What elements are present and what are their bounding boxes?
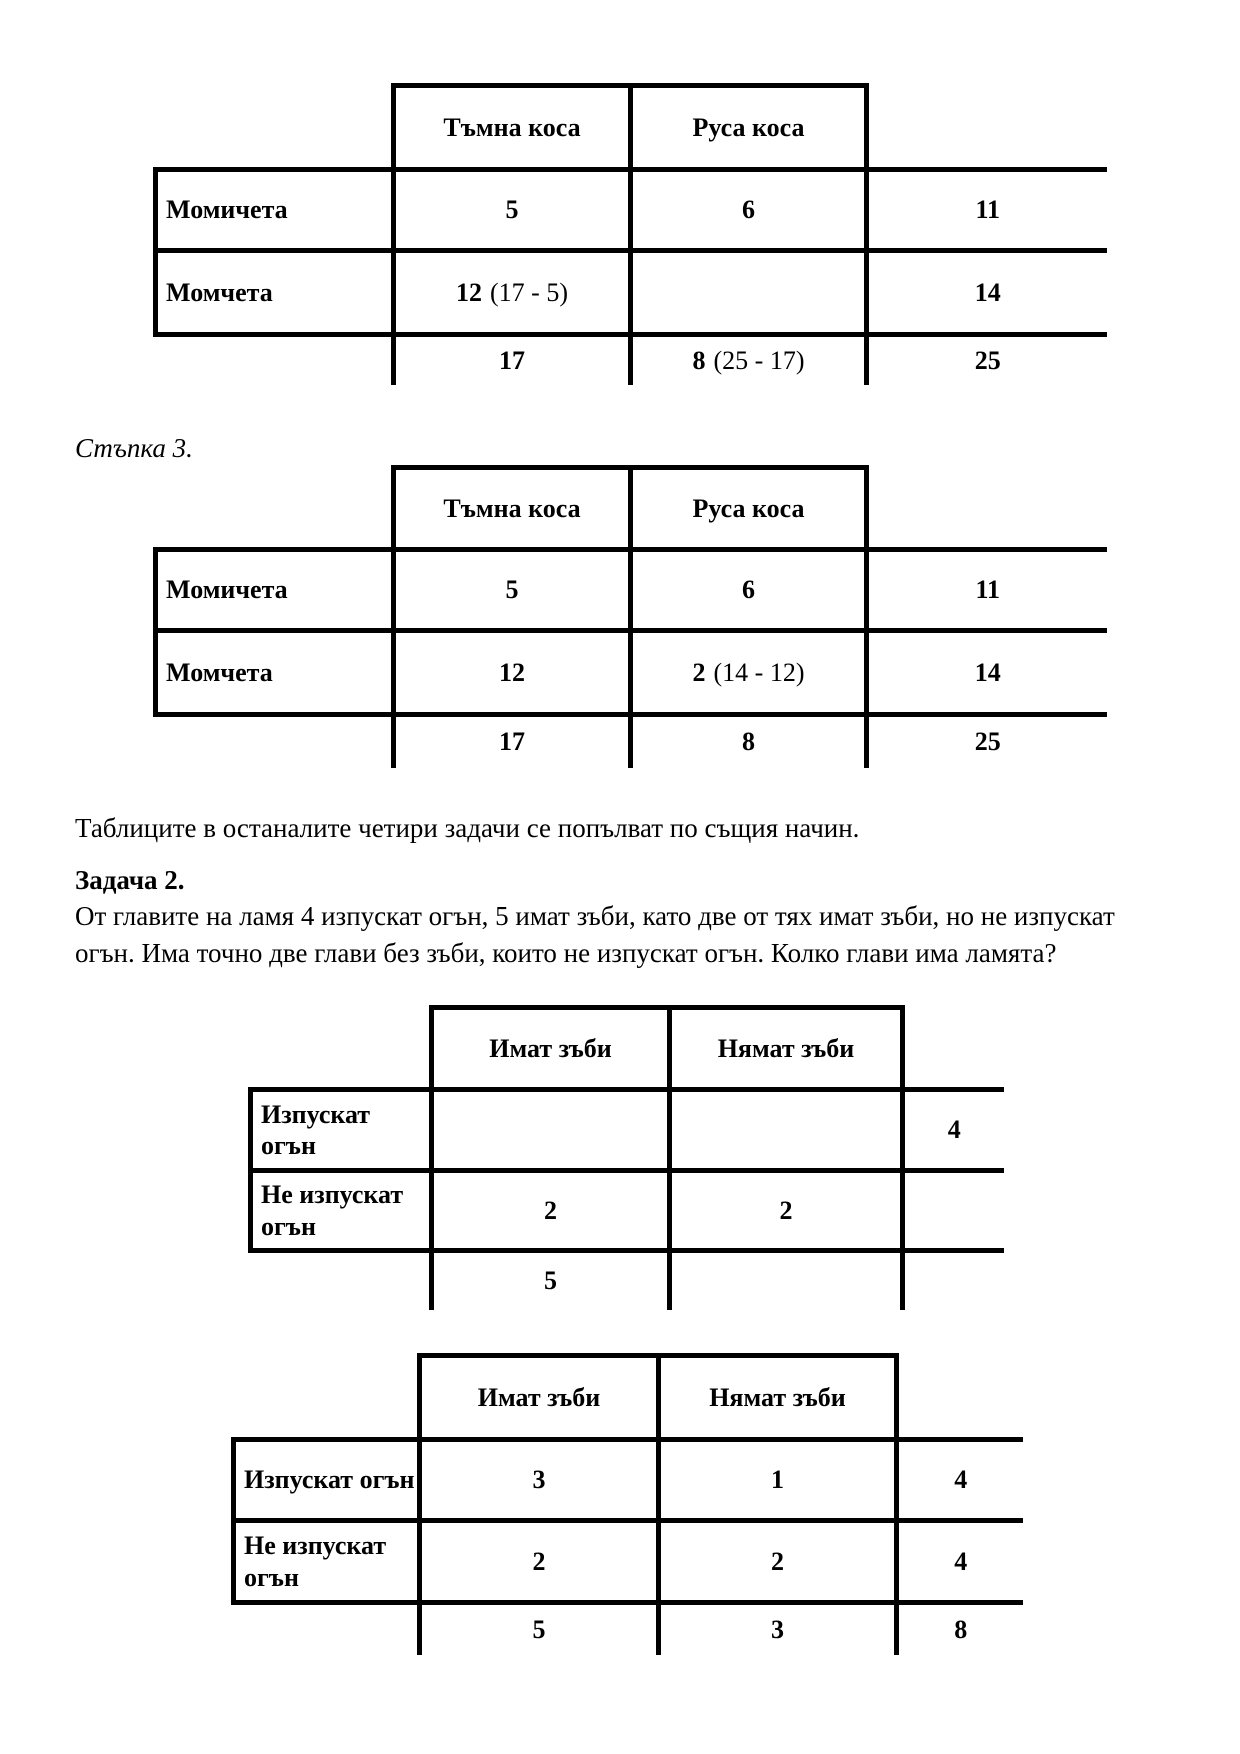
row-label-boys: Момчета xyxy=(156,251,394,335)
cell-nofire-total: 4 xyxy=(897,1521,1023,1603)
row-label-no-fire: Не изпускат огън xyxy=(234,1521,420,1603)
totals-row xyxy=(156,715,1107,768)
cell-girls-total: 11 xyxy=(867,550,1107,631)
cell-grand-total: 8 xyxy=(954,1614,968,1644)
cell-grand-total xyxy=(903,1251,1004,1310)
row-label-girls: Момичета xyxy=(156,550,394,631)
cell-total-blond: 8 (25 - 17) xyxy=(631,335,867,385)
row-label-breathe-fire: Изпускат огън xyxy=(234,1440,420,1521)
row-label-boys: Момчета xyxy=(156,631,394,715)
table-row xyxy=(156,170,1107,251)
cell-nofire-total xyxy=(903,1171,1004,1251)
cell-fire-total: 4 xyxy=(903,1090,1004,1171)
col-header-no-teeth: Нямат зъби xyxy=(659,1356,897,1440)
task2-body-line: От главите на ламя 4 изпускат огън, 5 имат зъби, като две от тях имат зъби, но не изпускат xyxy=(75,901,1115,931)
cell-fire-total: 4 xyxy=(897,1440,1023,1521)
corner-blank xyxy=(867,468,1107,550)
table-row xyxy=(251,1090,1004,1171)
cell-girls-blond: 6 xyxy=(631,550,867,631)
cell-nofire-noteeth: 2 xyxy=(659,1521,897,1603)
cell-grand-total: 25 xyxy=(974,345,1001,375)
header-row xyxy=(156,86,1107,170)
cell-fire-teeth: 3 xyxy=(420,1440,659,1521)
totals-row xyxy=(234,1603,1023,1655)
cell-total-noteeth xyxy=(670,1251,903,1310)
table-row xyxy=(234,1440,1023,1521)
corner-blank xyxy=(234,1356,420,1440)
note-paragraph: Таблиците в останалите четири задачи се попълват по същия начин. xyxy=(75,813,860,843)
col-header-dark-hair: Тъмна коса xyxy=(394,86,631,170)
cell-total-teeth: 5 xyxy=(420,1603,659,1655)
col-header-blond-hair: Руса коса xyxy=(631,86,867,170)
cell-total-dark: 17 xyxy=(394,335,631,385)
corner-blank xyxy=(234,1603,420,1655)
row-label-breathe-fire: Изпускат огън xyxy=(251,1090,432,1171)
cell-girls-dark: 5 xyxy=(394,170,631,251)
col-header-dark-hair: Тъмна коса xyxy=(394,468,631,550)
cell-boys-dark: 12 (17 - 5) xyxy=(394,251,631,335)
corner-blank xyxy=(156,468,394,550)
cell-boys-blond: 2 (14 - 12) xyxy=(631,631,867,715)
totals-row xyxy=(251,1251,1004,1310)
cell-nofire-teeth: 2 xyxy=(432,1171,670,1251)
task2-body-line: огън. Има точно две глави без зъби, които не изпускат огън. Колко глави има ламята? xyxy=(75,938,1057,968)
table-row xyxy=(156,251,1107,335)
cell-total-teeth: 5 xyxy=(432,1251,670,1310)
cell-total-dark: 17 xyxy=(394,715,631,768)
corner-blank xyxy=(156,335,394,385)
cell-girls-total: 11 xyxy=(867,170,1107,251)
cell-fire-noteeth xyxy=(670,1090,903,1171)
cell-total-blond: 8 xyxy=(631,715,867,768)
cell-girls-dark: 5 xyxy=(394,550,631,631)
col-header-has-teeth: Имат зъби xyxy=(420,1356,659,1440)
col-header-has-teeth: Имат зъби xyxy=(432,1008,670,1090)
table-row xyxy=(234,1521,1023,1603)
table-row xyxy=(251,1171,1004,1251)
row-label-no-fire: Не изпускат огън xyxy=(251,1171,432,1251)
hair-table-step2 xyxy=(153,83,1107,385)
cell-nofire-teeth: 2 xyxy=(420,1521,659,1603)
table-row xyxy=(156,550,1107,631)
task2-heading: Задача 2. xyxy=(75,865,185,895)
col-header-blond-hair: Руса коса xyxy=(631,468,867,550)
cell-boys-dark: 12 xyxy=(394,631,631,715)
cell-girls-blond: 6 xyxy=(631,170,867,251)
totals-row xyxy=(156,335,1107,385)
corner-blank xyxy=(867,86,1107,170)
step-label: Стъпка 3. xyxy=(75,433,193,463)
corner-blank xyxy=(897,1356,1023,1440)
row-label-girls: Момичета xyxy=(156,170,394,251)
corner-blank xyxy=(251,1008,432,1090)
cell-boys-total: 14 xyxy=(867,251,1107,335)
cell-fire-noteeth: 1 xyxy=(659,1440,897,1521)
cell-nofire-noteeth: 2 xyxy=(670,1171,903,1251)
cell-boys-blond xyxy=(631,251,867,335)
lama-table-complete xyxy=(231,1353,1023,1655)
cell-boys-total: 14 xyxy=(867,631,1107,715)
header-row xyxy=(251,1008,1004,1090)
header-row xyxy=(156,468,1107,550)
corner-blank xyxy=(251,1251,432,1310)
cell-fire-teeth xyxy=(432,1090,670,1171)
cell-total-noteeth: 3 xyxy=(659,1603,897,1655)
corner-blank xyxy=(156,86,394,170)
corner-blank xyxy=(156,715,394,768)
task2-body xyxy=(75,900,1115,974)
table-row xyxy=(156,631,1107,715)
col-header-no-teeth: Нямат зъби xyxy=(670,1008,903,1090)
hair-table-step3 xyxy=(153,465,1107,768)
header-row xyxy=(234,1356,1023,1440)
lama-table-partial xyxy=(248,1005,1004,1310)
cell-grand-total: 25 xyxy=(974,727,1001,757)
corner-blank xyxy=(903,1008,1004,1090)
